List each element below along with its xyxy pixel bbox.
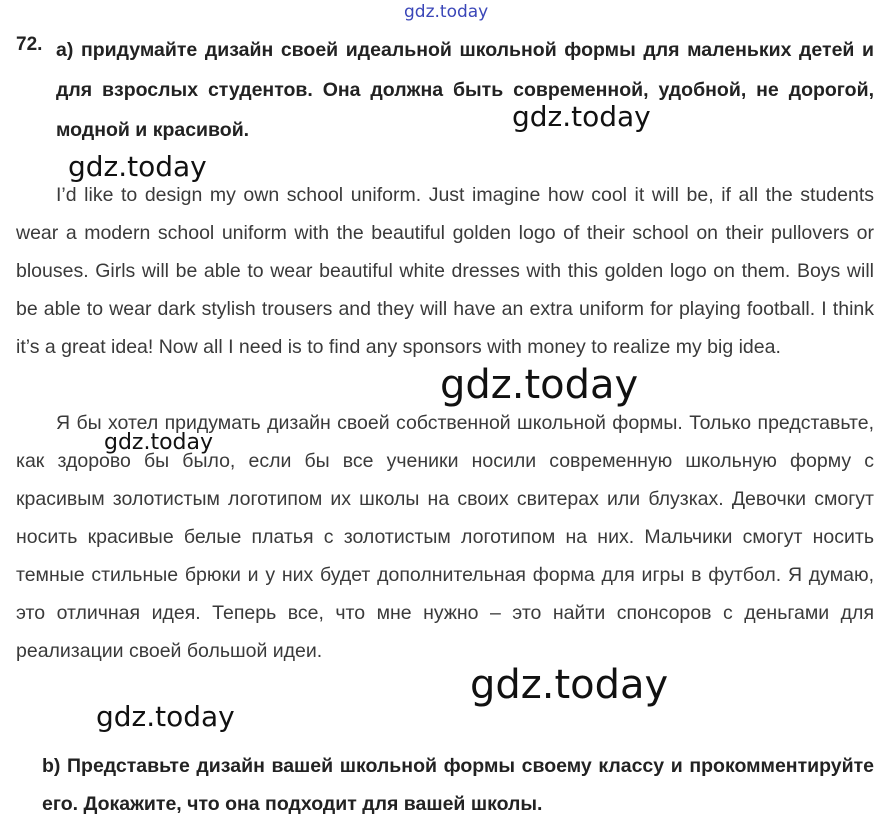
task-number: 72. <box>16 34 43 55</box>
task-part-b: b) Представьте дизайн вашей школьной формы своему классу и прокомментируйте его. Докажите, что она подходит для вашей школы. <box>42 755 874 815</box>
answer-russian-paragraph: Я бы хотел придумать дизайн своей собственной школьной формы. Только представьте, как здорово бы было, если бы все ученики носили современную школьную форму с красивым золотистым логотипом их школы на своих свитерах или блузках. Девочки смогут носить красивые белые платья с золотистым логотипом на них. Мальчики смогут носить темные стильные брюки и у них будет дополнительная форма для игры в футбол. Я думаю, это отличная идея. Теперь все, что мне нужно – это найти спонсоров с деньгами для реализации своей большой идеи. <box>16 412 874 662</box>
watermark: gdz.today <box>512 100 651 133</box>
answer-english-paragraph: I’d like to design my own school uniform. Just imagine how cool it will be, if all the students wear a modern school uniform with the beautiful golden logo of their school on their pullovers or blouses. Girls will be able to wear beautiful white dresses with this golden logo on them. Boys will be able to wear dark stylish trousers and they will have an extra uniform for playing football. I think it’s a great idea! Now all I need is to find any sponsors with money to realize my big idea. <box>16 184 874 358</box>
watermark: gdz.today <box>68 150 207 183</box>
watermark: gdz.today <box>104 430 214 455</box>
watermark: gdz.today <box>470 662 669 708</box>
watermark: gdz.today <box>440 362 639 408</box>
watermark: gdz.today <box>96 700 235 733</box>
watermark-top: gdz.today <box>404 2 489 22</box>
task-part-a: a) придумайте дизайн своей идеальной школьной формы для маленьких детей и для взрослых студентов. Она должна быть современной, удобной, не дорогой, модной и красивой. <box>56 39 874 141</box>
